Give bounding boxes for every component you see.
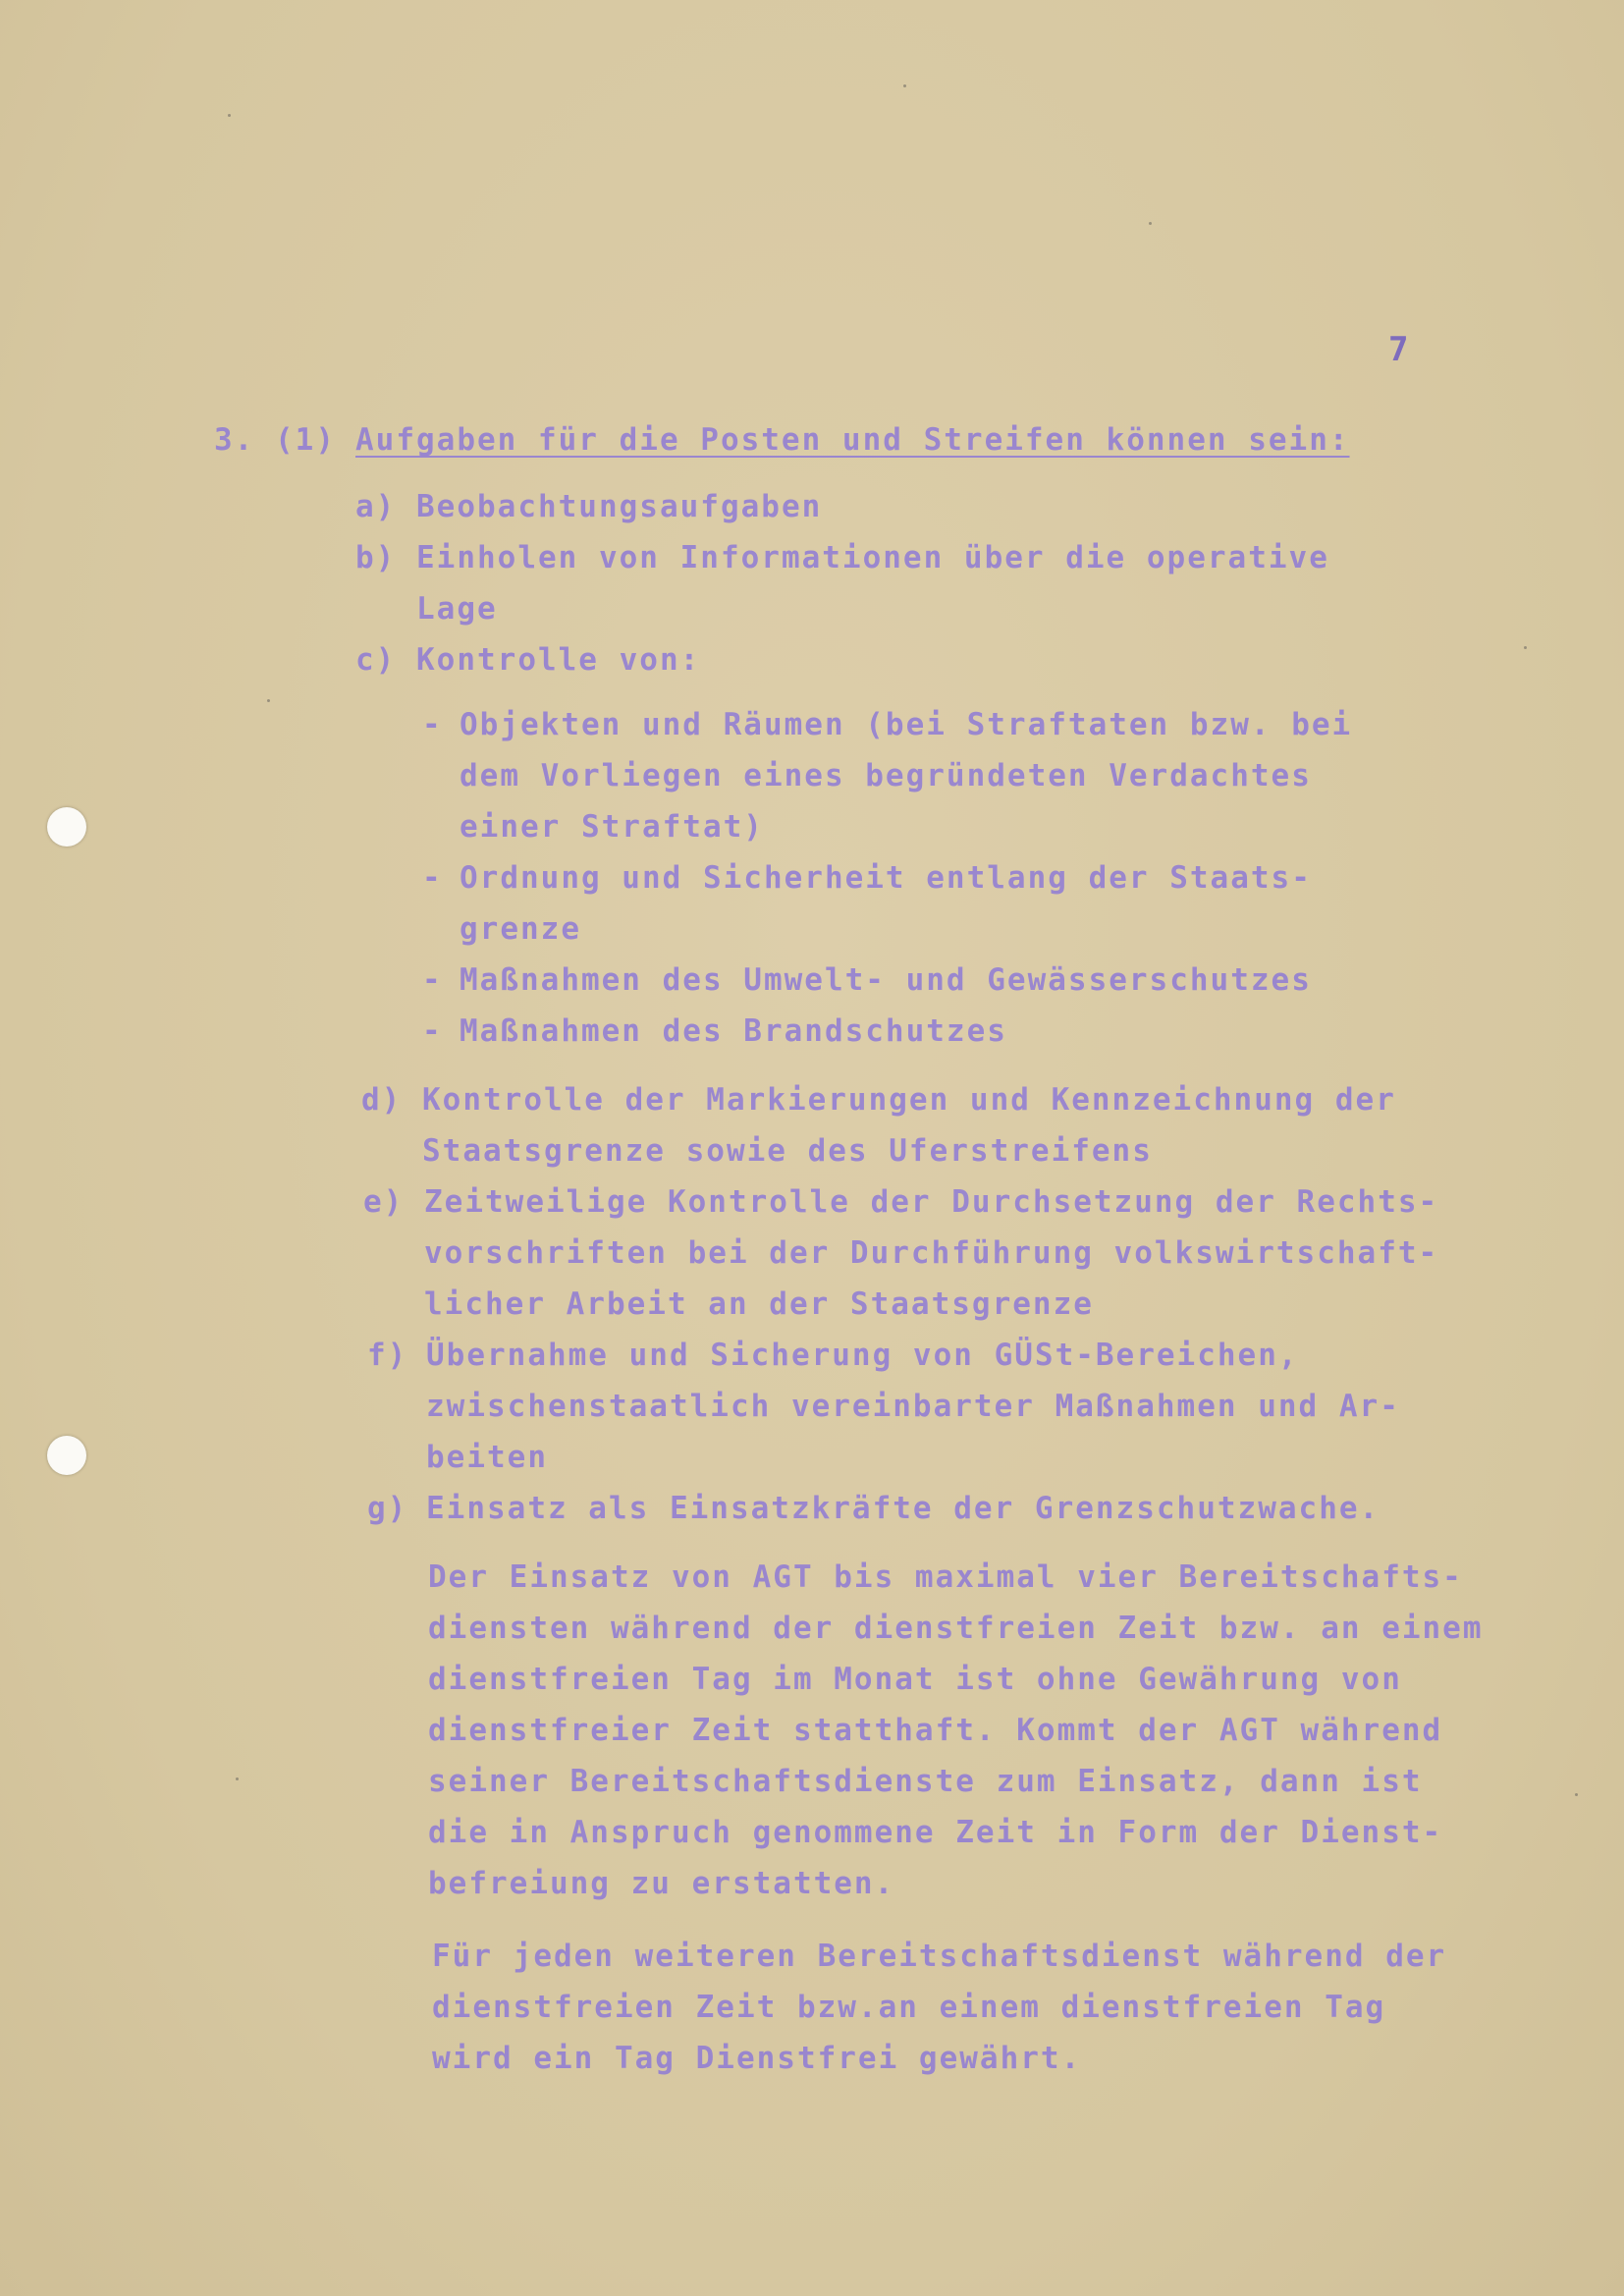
paragraph-2-line-2: dienstfreien Zeit bzw.an einem dienstfreien Tag xyxy=(432,1990,1386,2025)
item-marker-e: e) xyxy=(363,1184,405,1220)
item-f-line-2: zwischenstaatlich vereinbarter Maßnahmen und Ar- xyxy=(426,1389,1400,1424)
page-number: 7 xyxy=(1388,330,1411,369)
paragraph-1-line-2: diensten während der dienstfreien Zeit bzw. an einem xyxy=(428,1611,1484,1646)
item-marker-g: g) xyxy=(367,1491,408,1526)
subitem-marker: - xyxy=(422,1013,443,1049)
item-marker-b: b) xyxy=(355,540,397,575)
paper-speck xyxy=(1524,646,1527,649)
paper-speck xyxy=(1149,222,1152,225)
punch-hole-lower xyxy=(47,1436,86,1475)
paragraph-1-line-7: befreiung zu erstatten. xyxy=(428,1866,895,1901)
subitem-3-line-1: Maßnahmen des Umwelt- und Gewässerschutzes xyxy=(460,962,1312,998)
item-b-line-1: Einholen von Informationen über die operative xyxy=(416,540,1329,575)
subitem-2-line-2: grenze xyxy=(460,911,581,947)
item-d-line-2: Staatsgrenze sowie des Uferstreifens xyxy=(422,1133,1153,1169)
paper-speck xyxy=(236,1777,239,1780)
item-marker-a: a) xyxy=(355,489,397,524)
paragraph-1-line-5: seiner Bereitschaftsdienste zum Einsatz, dann ist xyxy=(428,1764,1423,1799)
punch-hole-upper xyxy=(47,807,86,847)
subitem-marker: - xyxy=(422,962,443,998)
paper-speck xyxy=(1575,1793,1578,1796)
subitem-1-line-1: Objekten und Räumen (bei Straftaten bzw. bei xyxy=(460,707,1353,742)
subitem-marker: - xyxy=(422,707,443,742)
item-g-line-1: Einsatz als Einsatzkräfte der Grenzschutzwache. xyxy=(426,1491,1380,1526)
section-number: 3. (1) xyxy=(214,422,336,458)
subitem-4-line-1: Maßnahmen des Brandschutzes xyxy=(460,1013,1007,1049)
item-e-line-3: licher Arbeit an der Staatsgrenze xyxy=(424,1286,1094,1322)
section-heading: Aufgaben für die Posten und Streifen können sein: xyxy=(355,422,1350,458)
item-e-line-2: vorschriften bei der Durchführung volkswirtschaft- xyxy=(424,1235,1439,1271)
subitem-marker: - xyxy=(422,860,443,896)
paragraph-1-line-4: dienstfreier Zeit statthaft. Kommt der AGT während xyxy=(428,1713,1443,1748)
paragraph-1-line-1: Der Einsatz von AGT bis maximal vier Bereitschafts- xyxy=(428,1559,1463,1595)
item-f-line-1: Übernahme und Sicherung von GÜSt-Bereichen, xyxy=(426,1338,1299,1373)
item-b-line-2: Lage xyxy=(416,591,498,627)
subitem-1-line-2: dem Vorliegen eines begründeten Verdachtes xyxy=(460,758,1312,793)
item-c-line-1: Kontrolle von: xyxy=(416,642,701,678)
item-d-line-1: Kontrolle der Markierungen und Kennzeichnung der xyxy=(422,1082,1396,1118)
paragraph-2-line-1: Für jeden weiteren Bereitschaftsdienst während der xyxy=(432,1939,1447,1974)
subitem-2-line-1: Ordnung und Sicherheit entlang der Staats- xyxy=(460,860,1312,896)
paragraph-2-line-3: wird ein Tag Dienstfrei gewährt. xyxy=(432,2041,1082,2076)
item-e-line-1: Zeitweilige Kontrolle der Durchsetzung der Rechts- xyxy=(424,1184,1439,1220)
paper-speck xyxy=(903,84,906,87)
item-marker-f: f) xyxy=(367,1338,408,1373)
item-marker-c: c) xyxy=(355,642,397,678)
paper-speck xyxy=(228,114,231,117)
item-marker-d: d) xyxy=(361,1082,403,1118)
paragraph-1-line-6: die in Anspruch genommene Zeit in Form der Dienst- xyxy=(428,1815,1443,1850)
subitem-1-line-3: einer Straftat) xyxy=(460,809,764,845)
paragraph-1-line-3: dienstfreien Tag im Monat ist ohne Gewährung von xyxy=(428,1662,1402,1697)
paper-speck xyxy=(267,699,270,702)
item-f-line-3: beiten xyxy=(426,1440,548,1475)
item-a-line-1: Beobachtungsaufgaben xyxy=(416,489,823,524)
